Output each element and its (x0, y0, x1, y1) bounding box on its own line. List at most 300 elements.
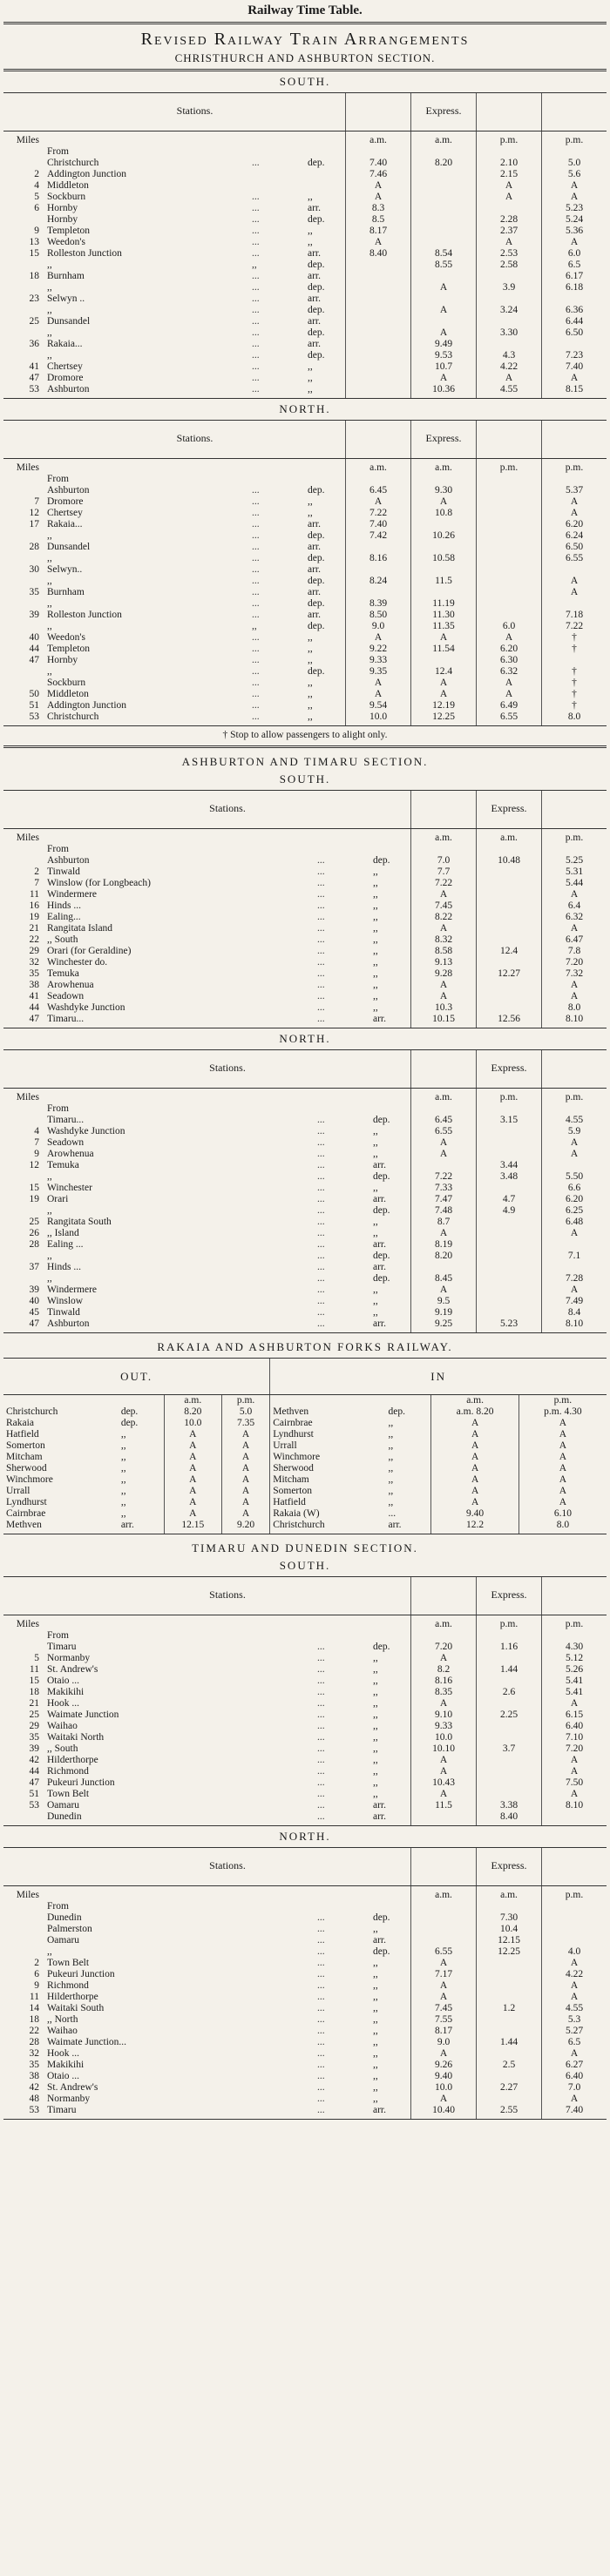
time-cell: A (221, 1474, 269, 1486)
time-cell (411, 316, 477, 327)
leader-dots: ... (252, 689, 260, 699)
station-name: Christchurch (44, 711, 249, 726)
station-name: Orari (47, 1194, 69, 1204)
time-cell (411, 1262, 477, 1273)
miles-label: Miles (16, 135, 39, 145)
time-cell: A (411, 923, 477, 934)
arr-dep (370, 1103, 411, 1115)
time-unit: p.m. (477, 1615, 542, 1631)
miles-cell: 47 (3, 1014, 44, 1028)
time-cell: 6.27 (542, 2060, 607, 2071)
miles-cell (3, 553, 44, 564)
time-cell (411, 214, 477, 226)
time-cell (477, 934, 542, 946)
leader-dots: ... (317, 1721, 325, 1731)
time-cell (346, 373, 411, 384)
time-cell: 8.16 (411, 1676, 477, 1687)
arr-dep: dep. (308, 282, 325, 293)
time-cell (477, 991, 542, 1002)
time-cell: 5.41 (542, 1676, 607, 1687)
station-name: Arowhenua (47, 980, 94, 990)
miles-label: Miles (16, 833, 39, 843)
time-cell: 12.4 (477, 946, 542, 957)
arr-dep: ,, (373, 867, 378, 877)
table-row (3, 564, 607, 576)
time-cell: 11.35 (411, 621, 477, 632)
time-cell: 5.44 (542, 878, 607, 889)
table-row (3, 1924, 607, 1935)
time-cell: A (542, 980, 607, 991)
table-row (3, 1969, 607, 1980)
time-cell (477, 1228, 542, 1239)
time-cell (411, 474, 477, 485)
table-row (3, 203, 607, 214)
leader-dots (249, 169, 305, 180)
miles-cell (3, 855, 44, 867)
arr-dep: ,, (120, 1486, 126, 1496)
miles-cell: 21 (29, 923, 39, 934)
units-row (3, 1615, 607, 1631)
miles-cell: 17 (29, 519, 39, 529)
table-row (3, 912, 607, 923)
station-name: Ashburton (47, 855, 90, 866)
station-name: Makikihi (47, 1687, 85, 1697)
station-name: Dromore (47, 496, 84, 507)
station-name: Christchurch (47, 158, 99, 168)
time-cell: 8.40 (477, 1811, 542, 1826)
time-cell: 2.55 (477, 2105, 542, 2120)
time-cell: 6.0 (477, 621, 542, 632)
station-name: Washdyke Junction (47, 1126, 125, 1136)
arr-dep: arr. (308, 519, 322, 529)
time-cell: 9.0 (411, 2037, 477, 2048)
station-name: Somerton (6, 1440, 45, 1451)
miles-cell (3, 1115, 44, 1126)
leader-dots: ... (317, 1676, 325, 1686)
arr-dep: ,, (373, 1789, 378, 1799)
arr-dep: dep. (308, 666, 325, 677)
time-cell: A (411, 689, 477, 700)
time-unit: p.m. (542, 1615, 607, 1631)
table-row (3, 237, 607, 248)
miles-cell (3, 1946, 44, 1958)
miles-cell (3, 474, 44, 485)
leader-dots: ... (317, 2037, 325, 2047)
arr-dep: ,, (373, 2071, 378, 2081)
cell (315, 1089, 370, 1104)
timetable-page (3, 0, 607, 2120)
time-cell: A (542, 991, 607, 1002)
station-name: Methven (3, 1520, 119, 1534)
arr-dep: ,, (373, 1766, 378, 1777)
cell (44, 459, 249, 475)
table-row (3, 2060, 607, 2071)
time-cell: A (346, 180, 411, 192)
station-name: ,, (47, 327, 52, 338)
time-unit: a.m. (477, 829, 542, 845)
arr-dep: ,, (373, 2094, 378, 2104)
time-cell: 6.36 (542, 305, 607, 316)
time-cell: 12.56 (477, 1014, 542, 1028)
station-name: Richmond (47, 1766, 89, 1777)
station-name: Waimate Junction... (47, 2037, 127, 2047)
leader-dots: ... (317, 1137, 325, 1148)
station-name: Richmond (47, 1980, 89, 1991)
time-cell (411, 271, 477, 282)
time-cell: A (542, 1789, 607, 1800)
station-name: Dunsandel (47, 316, 91, 327)
time-cell: 8.0 (542, 711, 607, 726)
miles-cell (3, 621, 44, 632)
time-col-header (542, 93, 607, 131)
time-cell (411, 293, 477, 305)
station-name: From (47, 474, 69, 484)
station-name: Sockburn (47, 192, 86, 202)
time-cell: 10.36 (411, 384, 477, 399)
time-cell (542, 564, 607, 576)
time-cell: 3.7 (477, 1743, 542, 1755)
table-row (3, 1296, 607, 1307)
time-cell: A (221, 1486, 269, 1497)
time-cell (477, 1273, 542, 1285)
time-cell (477, 496, 542, 508)
miles-cell: 25 (29, 1217, 39, 1227)
miles-cell: 47 (3, 1318, 44, 1333)
time-col-header (542, 791, 607, 829)
time-cell: A (518, 1440, 607, 1452)
station-name: Normanby (47, 2094, 91, 2104)
station-name: Hook ... (47, 2048, 80, 2059)
leader-dots: ... (252, 666, 260, 677)
time-cell: A (518, 1429, 607, 1440)
time-cell: A (411, 1653, 477, 1664)
arr-dep: ,, (120, 1497, 126, 1507)
time-cell (477, 485, 542, 496)
station-name: Hornby (47, 214, 78, 225)
time-unit: a.m. (411, 1089, 477, 1104)
time-cell (477, 1653, 542, 1664)
table-row (3, 1014, 607, 1028)
time-cell: 3.38 (477, 1800, 542, 1811)
miles-header (3, 1577, 44, 1615)
miles-cell: 35 (29, 587, 39, 597)
time-cell: † (542, 666, 607, 678)
time-cell: A (518, 1486, 607, 1497)
arr-dep: ,, (373, 968, 378, 979)
table-row (3, 293, 607, 305)
arr-dep: ,, (373, 1137, 378, 1148)
table-row (3, 621, 607, 632)
time-cell (411, 587, 477, 598)
time-cell: 9.10 (411, 1709, 477, 1721)
time-cell: A (542, 923, 607, 934)
miles-cell: 25 (29, 316, 39, 327)
time-cell (477, 1307, 542, 1318)
time-cell (477, 980, 542, 991)
time-unit: a.m. (411, 1886, 477, 1902)
time-cell: 2.27 (477, 2082, 542, 2094)
miles-cell: 41 (29, 361, 39, 372)
time-cell (411, 844, 477, 855)
leader-dots: ,, (252, 621, 257, 631)
arr-dep: ,, (305, 384, 346, 399)
time-cell: 10.8 (411, 508, 477, 519)
station-name: From (47, 844, 69, 854)
arr-dep: dep. (308, 327, 325, 338)
table-row (3, 700, 607, 711)
station-name: Sockburn (47, 678, 86, 688)
miles-cell: 7 (34, 878, 39, 888)
time-unit: a.m. (411, 829, 477, 845)
station-name: Selwyn .. (47, 293, 85, 304)
leader-dots: ... (252, 327, 260, 338)
station-name: Normanby (47, 1653, 91, 1663)
miles-cell: 11 (29, 1992, 39, 2002)
leader-dots: ... (317, 900, 325, 911)
miles-cell: 28 (29, 542, 39, 552)
time-unit: a.m. (411, 459, 477, 475)
time-cell: 8.58 (411, 946, 477, 957)
arr-dep: dep. (373, 1642, 390, 1652)
station-name: Weedon's (47, 632, 85, 643)
arr-dep: ,, (388, 1452, 394, 1462)
arr-dep: dep. (308, 158, 325, 168)
miles-cell (3, 1273, 44, 1285)
time-cell: 8.24 (346, 576, 411, 587)
time-cell: 8.7 (411, 1217, 477, 1228)
time-cell: A (411, 991, 477, 1002)
miles-cell: 22 (29, 2026, 39, 2036)
miles-cell: 22 (29, 934, 39, 945)
time-cell: 10.0 (411, 2082, 477, 2094)
leader-dots: ... (317, 1912, 325, 1923)
table-row (3, 2082, 607, 2094)
time-cell (346, 146, 411, 158)
leader-dots: ... (317, 968, 325, 979)
time-cell: A (477, 180, 542, 192)
arr-dep: ,, (373, 1992, 378, 2002)
out-header: OUT. (3, 1359, 270, 1395)
time-cell (477, 2014, 542, 2026)
cell (3, 1395, 119, 1407)
table-row (3, 474, 607, 485)
time-cell: 2.5 (477, 2060, 542, 2071)
arr-dep: ,, (373, 1980, 378, 1991)
time-cell: 7.8 (542, 946, 607, 957)
time-cell (346, 271, 411, 282)
time-cell (477, 1002, 542, 1014)
table-row (3, 689, 607, 700)
arr-dep: arr. (308, 564, 322, 575)
chch-north-title: NORTH. (279, 402, 331, 415)
cell (44, 1886, 315, 1902)
miles-header (3, 93, 44, 131)
time-unit: p.m. (542, 1886, 607, 1902)
leader-dots: ... (317, 1743, 325, 1754)
leader-dots: ... (317, 1653, 325, 1663)
time-cell (477, 923, 542, 934)
cell (249, 131, 305, 147)
arr-dep: dep. (373, 1912, 390, 1923)
arr-dep: ,, (373, 2037, 378, 2047)
time-cell (477, 203, 542, 214)
chch-south-title: SOUTH. (279, 75, 331, 88)
time-cell (477, 576, 542, 587)
arr-dep: dep. (308, 621, 325, 631)
table-row (3, 1520, 607, 1534)
time-cell: A (411, 2048, 477, 2060)
time-cell: A (411, 1149, 477, 1160)
leader-dots: ... (317, 855, 325, 866)
station-name: ,, South (47, 934, 78, 945)
station-name: Ashburton (44, 384, 249, 399)
arr-dep: arr. (308, 316, 322, 327)
time-cell: A (477, 632, 542, 644)
station-name: Town Belt (47, 1958, 90, 1968)
time-cell: 7.10 (542, 1732, 607, 1743)
table-row (3, 1137, 607, 1149)
miles-cell: 38 (29, 2071, 39, 2081)
time-cell: A (518, 1418, 607, 1429)
time-cell (542, 1160, 607, 1171)
time-cell: 8.16 (346, 553, 411, 564)
table-row (3, 146, 607, 158)
station-name: Pukeuri Junction (47, 1969, 115, 1979)
time-cell: A (346, 632, 411, 644)
table-row (3, 1709, 607, 1721)
table-row (3, 1474, 607, 1486)
time-cell: A (411, 305, 477, 316)
miles-cell: 48 (29, 2094, 39, 2104)
arr-dep: ,, (373, 2014, 378, 2025)
miles-header (3, 1050, 44, 1089)
station-name: Timaru... (47, 1115, 85, 1125)
station-name: Washdyke Junction (47, 1002, 125, 1013)
in-header: IN (270, 1359, 607, 1395)
station-name: Oamaru (47, 1800, 80, 1811)
station-name: Ealing... (47, 912, 81, 922)
time-cell (477, 1992, 542, 2003)
arr-dep: arr. (308, 293, 322, 304)
table-row (3, 678, 607, 689)
time-cell (477, 2071, 542, 2082)
time-cell (346, 327, 411, 339)
table-row (3, 1935, 607, 1946)
timaru-north-title: NORTH. (279, 1032, 331, 1045)
time-cell: 12.4 (411, 666, 477, 678)
leader-dots: ... (249, 384, 305, 399)
arr-dep: ,, (373, 1732, 378, 1743)
time-cell: 8.10 (542, 1014, 607, 1028)
leader-dots: ... (252, 700, 260, 711)
time-cell (477, 508, 542, 519)
miles-cell: 12 (29, 1160, 39, 1170)
time-cell: 7.7 (411, 867, 477, 878)
station-name: Winchmore (270, 1452, 386, 1463)
leader-dots: ... (317, 1126, 325, 1136)
arr-dep: ,, (373, 1285, 378, 1295)
station-name: Christchurch (6, 1406, 58, 1417)
time-unit: a.m. (411, 1615, 477, 1631)
miles-cell: 35 (29, 2060, 39, 2070)
table-row (3, 530, 607, 542)
table-row (3, 957, 607, 968)
time-cell (477, 2048, 542, 2060)
time-cell (346, 350, 411, 361)
table-row (3, 248, 607, 260)
leader-dots: ... (317, 1687, 325, 1697)
station-name: Sherwood (6, 1463, 47, 1473)
time-cell: 8.10 (542, 1800, 607, 1811)
arr-dep: ,, (373, 2048, 378, 2059)
station-name: From (47, 1901, 69, 1912)
leader-dots: ... (317, 1755, 325, 1765)
arr-dep: dep. (308, 485, 325, 496)
arr-dep: ,, (373, 1002, 378, 1013)
arr-dep: ,, (373, 889, 378, 900)
time-cell: 7.22 (346, 508, 411, 519)
miles-cell: 6 (34, 203, 39, 213)
station-name: Hilderthorpe (47, 1992, 98, 2002)
table-row (3, 1251, 607, 1262)
time-col-header (542, 1848, 607, 1886)
miles-cell: 39 (29, 1743, 39, 1754)
leader-dots: ... (315, 1811, 370, 1826)
time-cell: A (411, 282, 477, 293)
time-cell (477, 1732, 542, 1743)
miles-cell: 5 (34, 1653, 39, 1663)
time-cell: 6.0 (542, 248, 607, 260)
leader-dots: ... (252, 293, 260, 304)
miles-cell (3, 666, 44, 678)
miles-cell: 15 (29, 1183, 39, 1193)
time-cell: 6.40 (542, 2071, 607, 2082)
time-cell: 10.10 (411, 1743, 477, 1755)
station-name: ,, (47, 1946, 52, 1957)
arr-dep: ,, (373, 991, 378, 1001)
time-cell: A (542, 2048, 607, 2060)
table-row (3, 2048, 607, 2060)
time-cell: 7.28 (542, 1273, 607, 1285)
small-title: Railway Time Table. (247, 3, 363, 17)
cell (44, 1089, 315, 1104)
time-cell: 4.30 (542, 1642, 607, 1653)
time-cell (477, 1777, 542, 1789)
time-cell (542, 1901, 607, 1912)
forks-section-title: RAKAIA AND ASHBURTON FORKS RAILWAY. (157, 1340, 453, 1353)
leader-dots (315, 1103, 370, 1115)
time-cell: A (542, 1992, 607, 2003)
station-name: Somerton (270, 1486, 386, 1497)
time-cell: 4.55 (477, 384, 542, 399)
arr-dep: ,, (373, 1653, 378, 1663)
leader-dots: ... (249, 711, 305, 726)
time-cell: 3.44 (477, 1160, 542, 1171)
arr-dep: arr. (373, 1194, 387, 1204)
miles-cell: 7 (34, 496, 39, 507)
time-cell (477, 1126, 542, 1137)
miles-cell: 28 (29, 2037, 39, 2047)
arr-dep: ,, (308, 644, 313, 654)
leader-dots: ... (317, 2094, 325, 2104)
time-cell: A (542, 1980, 607, 1992)
station-name: Chertsey (47, 508, 83, 518)
time-cell (477, 1969, 542, 1980)
arr-dep: ,, (308, 700, 313, 711)
leader-dots (249, 146, 305, 158)
station-name: Middleton (47, 689, 89, 699)
station-name: Weedon's (47, 237, 85, 247)
